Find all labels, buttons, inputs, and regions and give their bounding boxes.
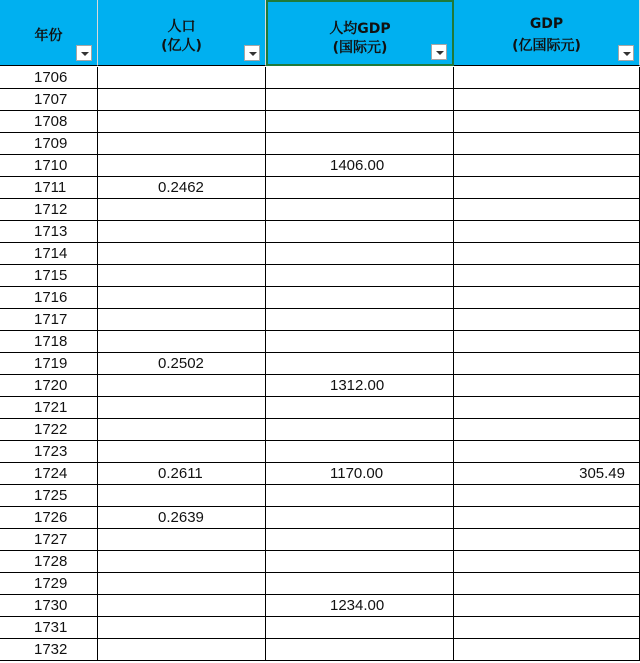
cell-gdp-per-capita[interactable] — [266, 419, 454, 441]
cell-population[interactable] — [98, 573, 266, 595]
cell-gdp[interactable] — [454, 353, 640, 375]
cell-gdp[interactable] — [454, 485, 640, 507]
cell-gdp-per-capita[interactable] — [266, 287, 454, 309]
cell-gdp[interactable] — [454, 573, 640, 595]
cell-population[interactable] — [98, 221, 266, 243]
cell-gdp[interactable] — [454, 507, 640, 529]
cell-gdp-per-capita[interactable]: 1312.00 — [266, 375, 454, 397]
cell-year[interactable]: 1716 — [0, 287, 98, 309]
cell-gdp[interactable] — [454, 177, 640, 199]
cell-gdp[interactable] — [454, 595, 640, 617]
table-row — [0, 419, 640, 441]
table-row — [0, 639, 640, 661]
cell-year[interactable]: 1732 — [0, 639, 98, 661]
cell-population[interactable] — [98, 419, 266, 441]
cell-gdp[interactable] — [454, 287, 640, 309]
cell-year[interactable]: 1725 — [0, 485, 98, 507]
cell-population[interactable] — [98, 243, 266, 265]
table-row — [0, 309, 640, 331]
header-population-unit: (亿人) — [161, 38, 202, 54]
table-row — [0, 199, 640, 221]
cell-population[interactable] — [98, 551, 266, 573]
cell-year[interactable]: 1710 — [0, 155, 98, 177]
cell-population[interactable] — [98, 595, 266, 617]
cell-population[interactable] — [98, 133, 266, 155]
cell-gdp-per-capita[interactable] — [266, 441, 454, 463]
cell-population[interactable]: 0.2639 — [98, 507, 266, 529]
filter-dropdown-icon[interactable] — [244, 45, 260, 61]
header-population[interactable] — [98, 0, 266, 66]
cell-gdp[interactable] — [454, 309, 640, 331]
cell-year[interactable]: 1713 — [0, 221, 98, 243]
cell-gdp[interactable] — [454, 331, 640, 353]
filter-dropdown-icon[interactable] — [76, 45, 92, 61]
cell-population[interactable] — [98, 155, 266, 177]
cell-gdp[interactable] — [454, 89, 640, 111]
cell-gdp[interactable] — [454, 419, 640, 441]
cell-year[interactable]: 1720 — [0, 375, 98, 397]
cell-gdp-per-capita[interactable]: 1406.00 — [266, 155, 454, 177]
cell-year[interactable]: 1727 — [0, 529, 98, 551]
table-row — [0, 397, 640, 419]
cell-gdp[interactable] — [454, 155, 640, 177]
header-gdp-per-capita-label: 人均GDP — [329, 21, 391, 37]
table-row — [0, 463, 640, 485]
cell-gdp[interactable] — [454, 529, 640, 551]
cell-gdp-per-capita[interactable] — [266, 331, 454, 353]
cell-gdp-per-capita[interactable] — [266, 67, 454, 89]
cell-year[interactable]: 1711 — [0, 177, 98, 199]
filter-dropdown-icon[interactable] — [618, 45, 634, 61]
cell-year[interactable]: 1717 — [0, 309, 98, 331]
table-row — [0, 67, 640, 89]
cell-population[interactable]: 0.2462 — [98, 177, 266, 199]
cell-gdp-per-capita[interactable] — [266, 353, 454, 375]
header-gdp-unit: (亿国际元) — [512, 38, 581, 54]
table-row — [0, 221, 640, 243]
cell-gdp-per-capita[interactable] — [266, 507, 454, 529]
cell-gdp-per-capita[interactable] — [266, 397, 454, 419]
table-row — [0, 133, 640, 155]
cell-year[interactable]: 1714 — [0, 243, 98, 265]
cell-gdp[interactable] — [454, 551, 640, 573]
cell-gdp[interactable] — [454, 375, 640, 397]
cell-population[interactable] — [98, 199, 266, 221]
cell-year[interactable]: 1721 — [0, 397, 98, 419]
cell-year[interactable]: 1723 — [0, 441, 98, 463]
table-row — [0, 485, 640, 507]
cell-gdp[interactable] — [454, 441, 640, 463]
header-gdp-per-capita-unit: (国际元) — [332, 40, 388, 56]
cell-gdp-per-capita[interactable] — [266, 529, 454, 551]
cell-gdp[interactable] — [454, 243, 640, 265]
cell-population[interactable]: 0.2502 — [98, 353, 266, 375]
cell-year[interactable]: 1715 — [0, 265, 98, 287]
cell-gdp-per-capita[interactable] — [266, 551, 454, 573]
cell-year[interactable]: 1719 — [0, 353, 98, 375]
cell-gdp-per-capita[interactable] — [266, 177, 454, 199]
cell-gdp-per-capita[interactable] — [266, 265, 454, 287]
cell-gdp-per-capita[interactable] — [266, 639, 454, 661]
table-row — [0, 177, 640, 199]
cell-gdp[interactable] — [454, 221, 640, 243]
cell-gdp[interactable] — [454, 199, 640, 221]
table-row — [0, 551, 640, 573]
cell-year[interactable]: 1729 — [0, 573, 98, 595]
cell-year[interactable]: 1706 — [0, 67, 98, 89]
header-gdp-per-capita[interactable] — [266, 0, 454, 66]
cell-year[interactable]: 1722 — [0, 419, 98, 441]
cell-gdp-per-capita[interactable] — [266, 309, 454, 331]
table-row — [0, 441, 640, 463]
cell-gdp-per-capita[interactable] — [266, 485, 454, 507]
cell-gdp[interactable] — [454, 617, 640, 639]
cell-gdp-per-capita[interactable] — [266, 111, 454, 133]
cell-gdp[interactable] — [454, 639, 640, 661]
filter-dropdown-icon[interactable] — [431, 44, 447, 60]
cell-gdp-per-capita[interactable]: 1234.00 — [266, 595, 454, 617]
table-row — [0, 595, 640, 617]
cell-gdp[interactable] — [454, 397, 640, 419]
cell-year[interactable]: 1726 — [0, 507, 98, 529]
header-population-label: 人口 — [167, 19, 196, 35]
cell-gdp-per-capita[interactable] — [266, 617, 454, 639]
cell-population[interactable] — [98, 639, 266, 661]
table-row — [0, 353, 640, 375]
cell-population[interactable]: 0.2611 — [98, 463, 266, 485]
cell-gdp[interactable] — [454, 67, 640, 89]
cell-population[interactable] — [98, 375, 266, 397]
table-row — [0, 331, 640, 353]
cell-population[interactable] — [98, 89, 266, 111]
cell-gdp-per-capita[interactable] — [266, 573, 454, 595]
cell-population[interactable] — [98, 485, 266, 507]
table-row — [0, 111, 640, 133]
cell-year[interactable]: 1728 — [0, 551, 98, 573]
cell-gdp-per-capita[interactable] — [266, 133, 454, 155]
cell-gdp[interactable] — [454, 133, 640, 155]
table-row — [0, 529, 640, 551]
cell-population[interactable] — [98, 331, 266, 353]
cell-population[interactable] — [98, 111, 266, 133]
table-row — [0, 287, 640, 309]
cell-gdp[interactable] — [454, 265, 640, 287]
table-row — [0, 155, 640, 177]
cell-population[interactable] — [98, 441, 266, 463]
cell-year[interactable]: 1731 — [0, 617, 98, 639]
cell-year[interactable]: 1730 — [0, 595, 98, 617]
cell-population[interactable] — [98, 309, 266, 331]
header-gdp[interactable] — [454, 0, 640, 66]
header-row — [0, 0, 640, 66]
header-year[interactable] — [0, 0, 98, 66]
header-year-label: 年份 — [34, 28, 63, 44]
cell-gdp-per-capita[interactable]: 1170.00 — [266, 463, 454, 485]
cell-year[interactable]: 1708 — [0, 111, 98, 133]
cell-population[interactable] — [98, 617, 266, 639]
table-row — [0, 89, 640, 111]
cell-year[interactable]: 1724 — [0, 463, 98, 485]
cell-population[interactable] — [98, 67, 266, 89]
cell-year[interactable]: 1709 — [0, 133, 98, 155]
cell-population[interactable] — [98, 397, 266, 419]
cell-gdp-per-capita[interactable] — [266, 243, 454, 265]
table-row — [0, 375, 640, 397]
cell-gdp[interactable]: 305.49 — [454, 463, 640, 485]
cell-population[interactable] — [98, 529, 266, 551]
cell-population[interactable] — [98, 287, 266, 309]
cell-population[interactable] — [98, 265, 266, 287]
cell-year[interactable]: 1718 — [0, 331, 98, 353]
cell-gdp-per-capita[interactable] — [266, 221, 454, 243]
cell-gdp-per-capita[interactable] — [266, 89, 454, 111]
cell-gdp-per-capita[interactable] — [266, 199, 454, 221]
table-row — [0, 507, 640, 529]
table-row — [0, 573, 640, 595]
cell-gdp[interactable] — [454, 111, 640, 133]
table-row — [0, 265, 640, 287]
table-row — [0, 243, 640, 265]
header-gdp-label: GDP — [529, 16, 564, 32]
cell-year[interactable]: 1712 — [0, 199, 98, 221]
cell-year[interactable]: 1707 — [0, 89, 98, 111]
table-row — [0, 617, 640, 639]
